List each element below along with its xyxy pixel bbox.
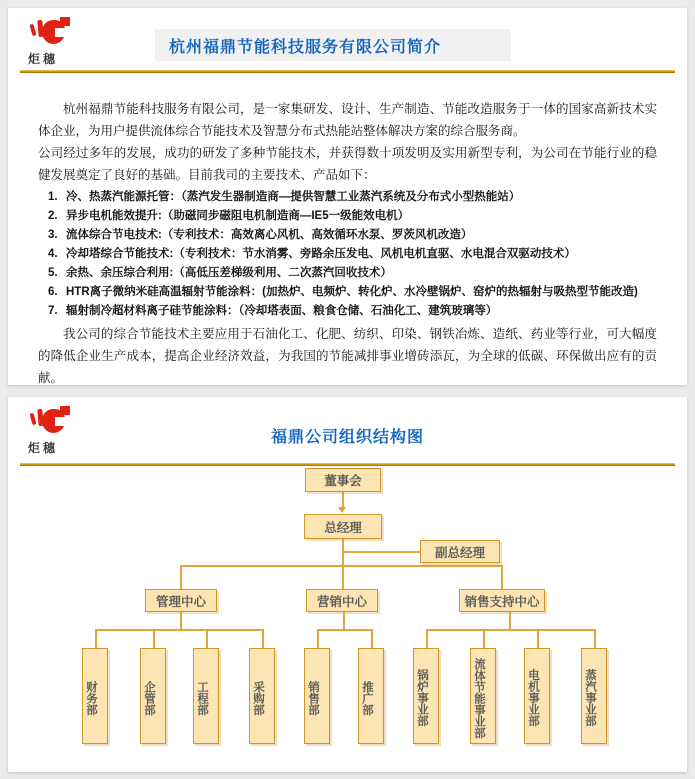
product-list [38,188,657,321]
connector-line [342,565,344,589]
org-box-dept: 采购部 [249,648,275,744]
connector-line [95,629,97,648]
org-box-dept: 流体节能事业部 [470,648,496,744]
list-number: 3. [48,229,58,241]
list-text: 冷却塔综合节能技术:（专利技术：节水消雾、旁路余压发电、风机电机直驱、水电混合双驱动技术） [66,248,576,260]
intro-page-card [8,8,687,385]
org-box-dept: 锅炉事业部 [413,648,439,744]
org-chart [8,397,687,772]
org-box-center: 销售支持中心 [459,589,545,612]
connector-line [180,565,182,589]
connector-line [317,629,319,648]
flame-square [60,17,70,26]
connector-line [343,612,345,630]
flame-notch [55,28,67,37]
connector-line [180,612,182,630]
list-item [38,245,657,264]
org-box-board: 董事会 [305,468,381,492]
org-box-dept: 工程部 [193,648,219,744]
list-text: 冷、热蒸汽能源托管：（蒸汽发生器制造商—提供智慧工业蒸汽系统及分布式小型热能站） [66,191,521,203]
connector-line [426,629,428,648]
connector-line [483,629,485,648]
list-number: 7. [48,305,58,317]
list-text: 辐射制冷超材料离子硅节能涂料：（冷却塔表面、粮食仓储、石油化工、建筑玻璃等） [66,305,498,317]
connector-line [206,629,208,648]
org-box-dept: 蒸汽事业部 [581,648,607,744]
company-logo [28,16,84,67]
connector-line [501,565,503,589]
logo-wordmark: 炬穗 [28,441,59,455]
connector-line [426,629,595,631]
list-text: 余热、余压综合利用:（高低压差梯级利用、二次蒸汽回收技术） [66,267,392,279]
gold-divider [20,70,675,73]
org-chart-title: 福鼎公司组织结构图 [270,429,424,446]
logo-wordmark: 炬穗 [28,52,59,66]
connector-line [509,612,511,630]
list-number: 5. [48,267,58,279]
paragraph-intro: 杭州福鼎节能科技服务有限公司，是一家集研发、设计、生产制造、节能改造服务于一体的国家高新技术实体企业，为用户提供流体综合节能技术及智慧分布式热能站整体解决方案的综合服务商。 [38,102,657,138]
connector-line [153,629,155,648]
intro-title-band [155,29,511,61]
org-box-deputy-gm: 副总经理 [420,540,500,563]
list-text: 异步电机能效提升:（助磁同步磁阻电机制造商—IE5一级能效电机） [66,210,410,222]
page-title: 杭州福鼎节能科技服务有限公司简介 [169,38,442,56]
list-text: 流体综合节电技术:（专利技术：高效离心风机、高效循环水泵、罗茨风机改造） [66,229,473,241]
list-number: 6. [48,286,58,298]
org-chart-page-card [8,397,687,772]
org-box-dept: 企管部 [140,648,166,744]
connector-line [594,629,596,648]
connector-line [317,629,372,631]
org-box-dept: 推广部 [358,648,384,744]
list-text: HTR离子微纳米硅高温辐射节能涂料：(加热炉、电频炉、转化炉、水冷壁锅炉、窑炉的热辐射与吸热型节能改造) [66,286,638,298]
list-item [38,264,657,283]
org-box-dept: 销售部 [304,648,330,744]
org-box-gm: 总经理 [304,514,382,539]
connector-line [262,629,264,648]
connector-line [537,629,539,648]
flame-stroke [29,24,36,37]
org-box-dept: 电机事业部 [524,648,550,744]
connector-line [371,629,373,648]
list-item [38,302,657,321]
list-number: 1. [48,191,58,203]
list-number: 2. [48,210,58,222]
list-item [38,283,657,302]
intro-content [38,98,657,389]
torch-flame-icon [28,16,72,48]
org-box-center: 管理中心 [145,589,217,612]
org-box-dept: 财务部 [82,648,108,744]
list-item [38,226,657,245]
list-item [38,188,657,207]
list-number: 4. [48,248,58,260]
list-item [38,207,657,226]
connector-line [342,539,344,566]
connector-line [343,551,420,553]
paragraph-development: 公司经过多年的发展，成功的研发了多种节能技术，并获得数十项发明及实用新型专利，为公司在节能行业的稳健发展奠定了良好的基础。目前我司的主要技术、产品如下： [38,146,657,182]
org-box-center: 营销中心 [306,589,378,612]
arrow-down-icon [338,507,346,513]
paragraph-closing: 我公司的综合节能技术主要应用于石油化工、化肥、纺织、印染、钢铁冶炼、造纸、药业等行业，可大幅度的降低企业生产成本，提高企业经济效益，为我国的节能减排事业增砖添瓦，为全球的低碳、环保做出应有的贡献。 [38,327,657,385]
connector-line [95,629,263,631]
